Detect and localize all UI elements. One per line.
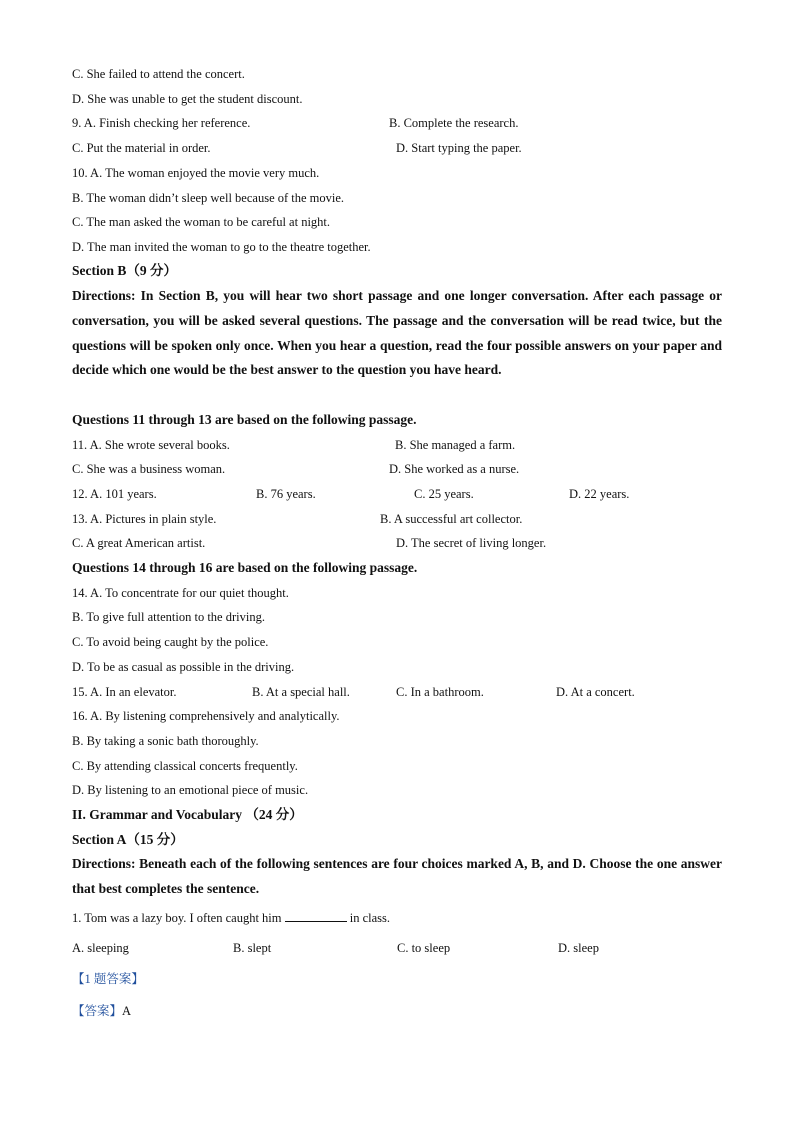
q12-option-a: 12. A. 101 years. [72, 487, 157, 501]
answer-value: A [122, 1004, 132, 1018]
answer-label: 【答案】 [72, 1004, 123, 1018]
q13-option-c: C. A great American artist. [72, 536, 206, 550]
q13-option-d: D. The secret of living longer. [396, 536, 547, 550]
section-a-heading: Section A（15 分） [72, 832, 184, 847]
gq1-stem-after: in class. [349, 911, 391, 925]
q13-option-a: 13. A. Pictures in plain style. [72, 512, 217, 526]
gq1-option-b: B. slept [233, 941, 272, 955]
q13-option-b: B. A successful art collector. [380, 512, 523, 526]
q8-option-c: C. She failed to attend the concert. [72, 67, 245, 81]
section-b-directions: Directions: In Section B, you will hear two short passage and one longer conversation. After each passage or conversation, you will be asked several questions. The passage and the conversation will be read twice, but the questions will be spoken only once. When you hear a question, read the four possible answers on your paper and decide which one would be the best answer to the question you have heard. [72, 288, 722, 378]
q16-option-a: 16. A. By listening comprehensively and analytically. [72, 709, 340, 723]
q16-option-c: C. By attending classical concerts frequently. [72, 759, 298, 773]
q14-option-a: 14. A. To concentrate for our quiet thought. [72, 586, 289, 600]
q10-option-a: 10. A. The woman enjoyed the movie very much. [72, 166, 320, 180]
answer-line [72, 1003, 131, 1019]
q9-option-c: C. Put the material in order. [72, 141, 211, 155]
q15-option-c: C. In a bathroom. [396, 685, 484, 699]
q11-option-b: B. She managed a farm. [395, 438, 516, 452]
group2-heading: Questions 14 through 16 are based on the following passage. [72, 560, 418, 575]
answer-tag: 【1 题答案】 [72, 972, 144, 986]
q11-option-d: D. She worked as a nurse. [389, 462, 520, 476]
gq1-stem [72, 909, 390, 926]
q16-option-d: D. By listening to an emotional piece of music. [72, 783, 309, 797]
q10-option-c: C. The man asked the woman to be careful at night. [72, 215, 331, 229]
gq1-answer-blank [285, 909, 347, 922]
gq1-stem-before: 1. Tom was a lazy boy. I often caught him [72, 911, 282, 925]
q12-option-d: D. 22 years. [569, 487, 630, 501]
q10-option-d: D. The man invited the woman to go to the theatre together. [72, 240, 371, 254]
group1-heading: Questions 11 through 13 are based on the following passage. [72, 412, 417, 427]
q14-option-d: D. To be as casual as possible in the driving. [72, 660, 295, 674]
q12-option-b: B. 76 years. [256, 487, 316, 501]
q12-option-c: C. 25 years. [414, 487, 474, 501]
q9-option-a: 9. A. Finish checking her reference. [72, 116, 251, 130]
q9-option-d: D. Start typing the paper. [396, 141, 522, 155]
section-a-directions: Directions: Beneath each of the following sentences are four choices marked A, B, and D. Choose the one answer that best completes the sentence. [72, 856, 722, 896]
q10-option-b: B. The woman didn’t sleep well because of the movie. [72, 191, 345, 205]
q14-option-c: C. To avoid being caught by the police. [72, 635, 269, 649]
gq1-option-c: C. to sleep [397, 941, 451, 955]
q15-option-d: D. At a concert. [556, 685, 635, 699]
q11-option-a: 11. A. She wrote several books. [72, 438, 230, 452]
section-b-heading: Section B（9 分） [72, 263, 178, 278]
gq1-option-a: A. sleeping [72, 941, 129, 955]
gq1-option-d: D. sleep [558, 941, 599, 955]
q11-option-c: C. She was a business woman. [72, 462, 226, 476]
q14-option-b: B. To give full attention to the driving. [72, 610, 265, 624]
part2-heading: II. Grammar and Vocabulary （24 分） [72, 807, 303, 822]
q15-option-b: B. At a special hall. [252, 685, 350, 699]
q8-option-d: D. She was unable to get the student discount. [72, 92, 303, 106]
q9-option-b: B. Complete the research. [389, 116, 519, 130]
q16-option-b: B. By taking a sonic bath thoroughly. [72, 734, 259, 748]
q15-option-a: 15. A. In an elevator. [72, 685, 177, 699]
